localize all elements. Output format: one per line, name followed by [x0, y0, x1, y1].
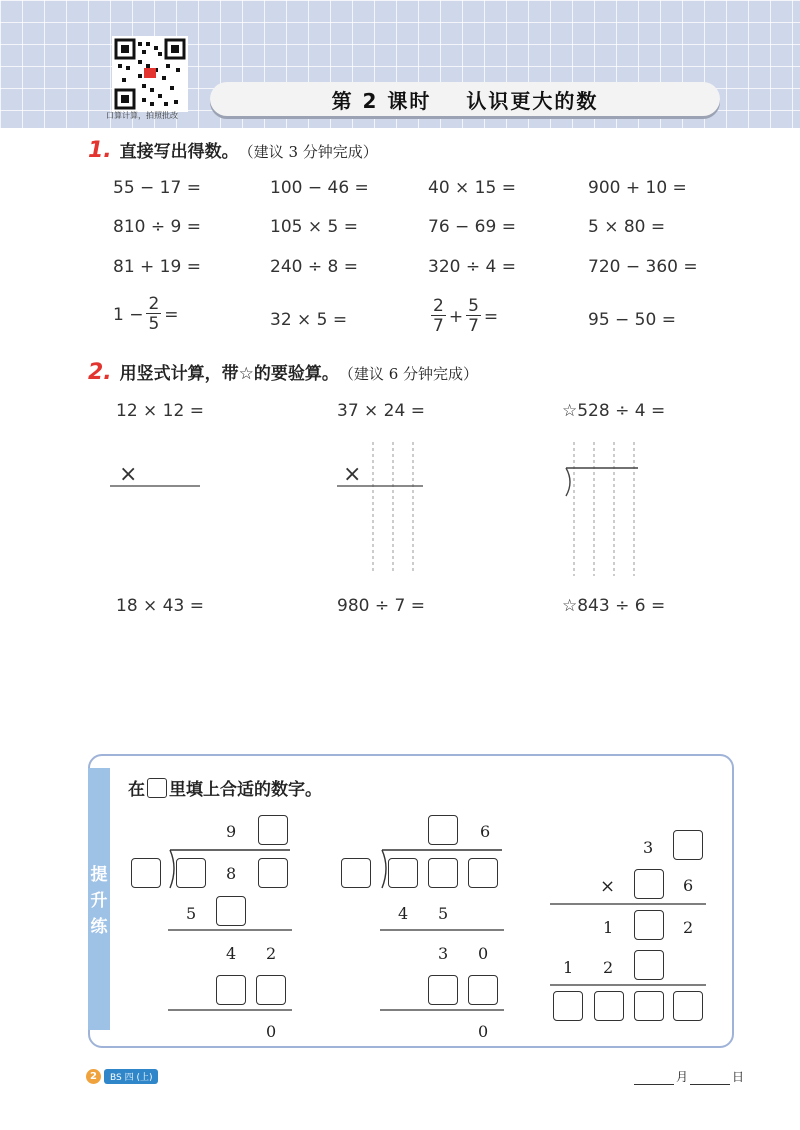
lesson-topic: 认识更大的数	[466, 88, 599, 113]
qr-code-icon[interactable]	[112, 36, 188, 112]
side-char: 练	[90, 917, 108, 937]
digit: 8	[226, 864, 237, 883]
digit: 1	[563, 958, 574, 977]
grid-guides	[335, 440, 427, 575]
problem-1-6: 105 × 5 =	[270, 217, 358, 237]
frac2-equals: =	[483, 306, 499, 327]
digit: 2	[603, 958, 614, 977]
month-blank[interactable]	[634, 1072, 674, 1085]
side-char: 提	[90, 865, 108, 885]
date-field	[632, 1068, 744, 1085]
times-sign: ×	[600, 876, 616, 897]
problem-1-14: 95 − 50 =	[588, 310, 676, 330]
answer-box[interactable]	[468, 858, 498, 888]
digit: 0	[478, 1022, 489, 1041]
answer-box[interactable]	[341, 858, 371, 888]
problem-1-13: 32 × 5 =	[270, 310, 348, 330]
problem-2-6: ☆843 ÷ 6 =	[562, 596, 666, 616]
answer-box[interactable]	[428, 975, 458, 1005]
problem-1-1: 55 − 17 =	[113, 178, 201, 198]
day-label: 日	[732, 1070, 745, 1084]
numerator: 2	[433, 296, 444, 316]
digit: 9	[226, 822, 237, 841]
digit: 3	[438, 944, 449, 963]
multiplication-line	[550, 903, 710, 907]
digit: 0	[478, 944, 489, 963]
problem-1-12: 720 − 360 =	[588, 257, 698, 277]
problem-1-7: 76 − 69 =	[428, 217, 516, 237]
answer-box[interactable]	[256, 975, 286, 1005]
frac2-operator: +	[448, 306, 464, 327]
lesson-title-bar	[210, 82, 720, 116]
digit: 2	[683, 918, 694, 937]
challenge-title-before: 在	[128, 780, 145, 800]
problem-1-8: 5 × 80 =	[588, 217, 666, 237]
digit: 4	[226, 944, 237, 963]
digit: 5	[438, 904, 449, 923]
problem-2-5: 980 ÷ 7 =	[337, 596, 425, 616]
digit: 4	[398, 904, 409, 923]
problem-1-2: 100 − 46 =	[270, 178, 369, 198]
answer-box[interactable]	[428, 858, 458, 888]
denominator: 7	[433, 316, 444, 336]
fraction	[146, 296, 161, 333]
footer-badge	[86, 1068, 158, 1084]
frac1-equals: =	[164, 304, 179, 325]
side-char: 升	[90, 891, 108, 911]
answer-box[interactable]	[131, 858, 161, 888]
subtraction-line	[380, 1009, 508, 1013]
answer-box[interactable]	[216, 975, 246, 1005]
digit: 2	[266, 944, 277, 963]
answer-box[interactable]	[553, 991, 583, 1021]
digit: 5	[186, 904, 197, 923]
problem-2-4: 18 × 43 =	[116, 596, 204, 616]
section-1-heading	[88, 137, 378, 163]
challenge-side-label	[90, 862, 108, 940]
denominator: 7	[468, 316, 479, 336]
problem-1-10: 240 ÷ 8 =	[270, 257, 358, 277]
subtraction-line	[168, 929, 296, 933]
numerator: 2	[148, 294, 160, 314]
problem-2-1: 12 × 12 =	[116, 401, 204, 421]
answer-box[interactable]	[673, 830, 703, 860]
problem-2-3: ☆528 ÷ 4 =	[562, 401, 666, 421]
answer-box[interactable]	[258, 815, 288, 845]
page-title	[332, 85, 599, 114]
answer-box[interactable]	[216, 896, 246, 926]
challenge-title-after: 里填上合适的数字。	[169, 780, 322, 800]
problem-1-fraction-2	[428, 296, 498, 335]
digit: 6	[480, 822, 491, 841]
section-2-title: 用竖式计算，带☆的要验算。	[119, 364, 339, 384]
problem-1-11: 320 ÷ 4 =	[428, 257, 516, 277]
digit: 0	[266, 1022, 277, 1041]
answer-box[interactable]	[468, 975, 498, 1005]
challenge-title	[128, 775, 322, 800]
answer-box[interactable]	[673, 991, 703, 1021]
section-2-number: 2.	[88, 360, 112, 385]
multiplication-line	[550, 984, 710, 988]
problem-1-4: 900 + 10 =	[588, 178, 687, 198]
answer-box[interactable]	[634, 910, 664, 940]
frac1-prefix: 1 −	[113, 304, 144, 325]
problem-1-9: 81 + 19 =	[113, 257, 201, 277]
page-number: 2	[86, 1069, 101, 1084]
numerator: 5	[468, 296, 479, 316]
digit: 6	[683, 876, 694, 895]
fraction	[466, 298, 481, 335]
subtraction-line	[168, 1009, 296, 1013]
blank-box-icon	[147, 778, 167, 798]
section-2-hint: （建议 6 分钟完成）	[338, 365, 479, 383]
problem-2-2: 37 × 24 =	[337, 401, 425, 421]
answer-box[interactable]	[176, 858, 206, 888]
digit: 3	[643, 838, 654, 857]
answer-box[interactable]	[258, 858, 288, 888]
times-sign: ×	[119, 462, 138, 487]
answer-box[interactable]	[594, 991, 624, 1021]
answer-box[interactable]	[388, 858, 418, 888]
section-2-heading	[88, 359, 478, 385]
edition-label: BS 四 (上)	[104, 1069, 158, 1084]
division-bracket	[558, 440, 650, 580]
work-line	[110, 485, 202, 489]
lesson-number: 第 2 课时	[331, 88, 432, 113]
problem-1-fraction-1	[113, 296, 179, 333]
digit: 1	[603, 918, 614, 937]
problem-1-3: 40 × 15 =	[428, 178, 516, 198]
problem-1-5: 810 ÷ 9 =	[113, 217, 201, 237]
section-1-title: 直接写出得数。	[119, 142, 239, 162]
answer-box[interactable]	[634, 869, 664, 899]
denominator: 5	[148, 314, 160, 334]
fraction	[431, 298, 446, 335]
qr-caption: 口算计算，拍照批改	[106, 111, 178, 120]
day-blank[interactable]	[690, 1072, 730, 1085]
answer-box[interactable]	[634, 991, 664, 1021]
answer-box[interactable]	[428, 815, 458, 845]
month-label: 月	[676, 1070, 689, 1084]
subtraction-line	[380, 929, 508, 933]
section-1-number: 1.	[88, 138, 112, 163]
section-1-hint: （建议 3 分钟完成）	[238, 143, 378, 161]
answer-box[interactable]	[634, 950, 664, 980]
times-sign: ×	[343, 462, 362, 487]
